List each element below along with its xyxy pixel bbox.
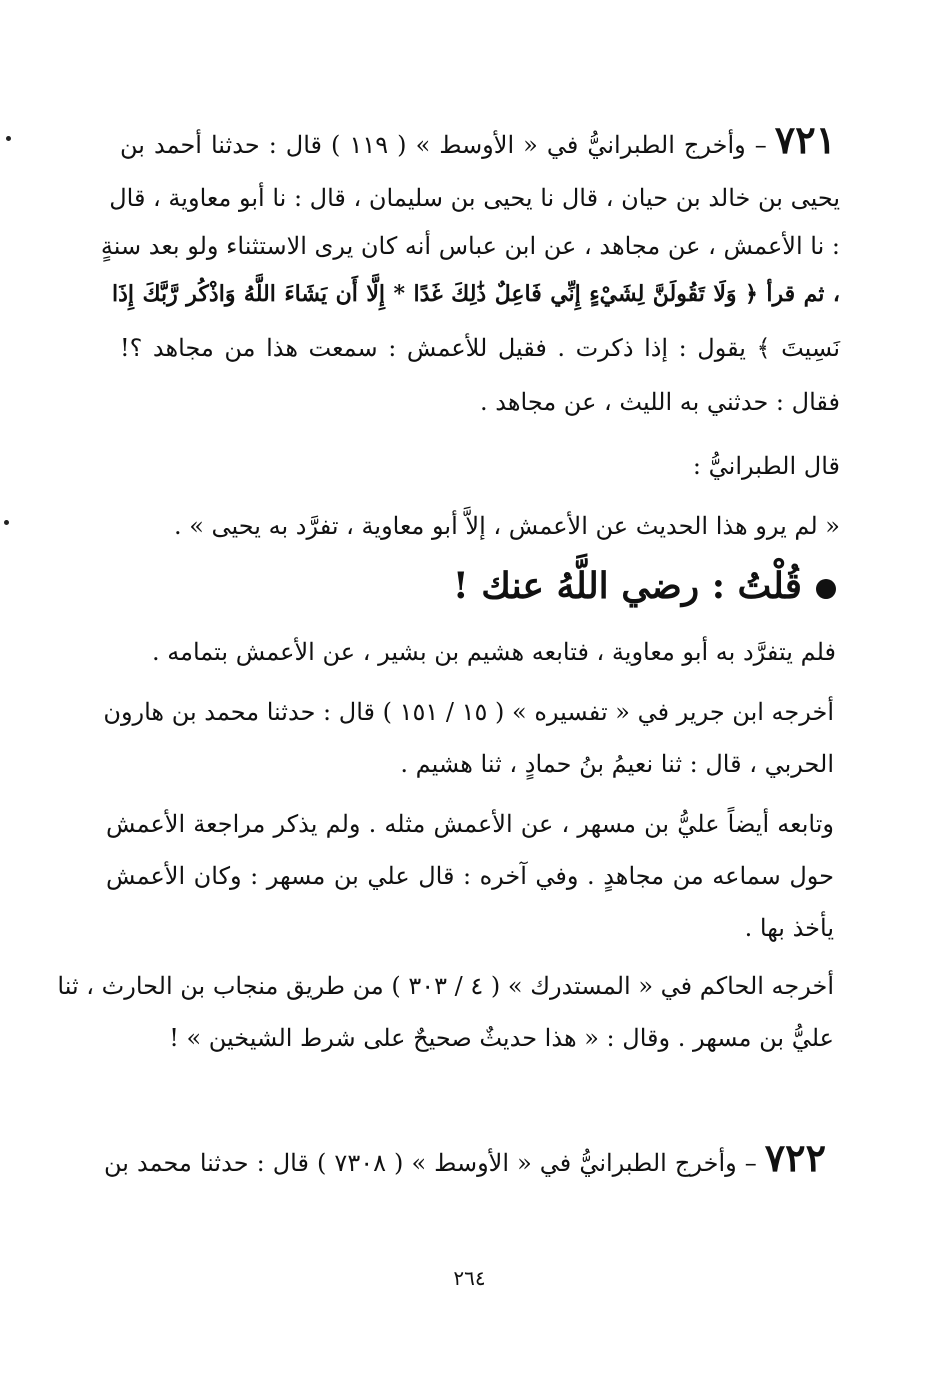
comment-paragraph-2-line-1: أخرجه ابن جرير في « تفسيره » ( ١٥ / ١٥١ ) قال : حدثنا محمد بن هارون: [103, 698, 834, 726]
scan-mark: [6, 136, 11, 141]
comment-paragraph-4-line-2: عليُّ بن مسهر . وقال : « هذا حديثٌ صحيحٌ على شرط الشيخين » !: [169, 1024, 834, 1052]
hadith-721-line-3: : نا الأعمش ، عن مجاهد ، عن ابن عباس أنه كان يرى الاستثناء ولو بعد سنةٍ: [100, 232, 840, 260]
bullet-icon: [816, 579, 836, 599]
hadith-721-line-6: فقال : حدثني به الليث ، عن مجاهد .: [480, 388, 840, 416]
comment-paragraph-3-line-3: يأخذ بها .: [744, 914, 834, 942]
comment-heading: [400, 560, 836, 612]
hadith-text: – وأخرج الطبرانيُّ في « الأوسط » ( ١١٩ ) قال : حدثنا أحمد بن: [120, 131, 767, 159]
comment-paragraph-2-line-2: الحربي ، قال : ثنا نعيمُ بنُ حمادٍ ، ثنا هشيم .: [400, 750, 834, 778]
comment-paragraph-1: فلم يتفرَّد به أبو معاوية ، فتابعه هشيم بن بشير ، عن الأعمش بتمامه .: [151, 638, 836, 666]
comment-paragraph-3-line-1: وتابعه أيضاً عليُّ بن مسهر ، عن الأعمش مثله . ولم يذكر مراجعة الأعمش: [106, 810, 834, 838]
hadith-721-line-5: نَسِيتَ ﴾ يقول : إذا ذكرت . فقيل للأعمش : سمعت هذا من مجاهد ؟!: [120, 334, 841, 362]
comment-paragraph-4-line-1: أخرجه الحاكم في « المستدرك » ( ٤ / ٣٠٣ ) من طريق منجاب بن الحارث ، ثنا: [57, 972, 834, 1000]
page-number: ٢٦٤: [453, 1266, 486, 1290]
hadith-721-line-2: يحيى بن خالد بن حيان ، قال نا يحيى بن سليمان ، قال : نا أبو معاوية ، قال: [109, 184, 840, 212]
comment-heading-text: قُلْتُ : رضي اللَّهُ عنك !: [452, 565, 802, 607]
hadith-number: ٧٢١: [774, 117, 837, 162]
scan-mark: [4, 520, 9, 525]
tabarani-label: قال الطبرانيُّ :: [692, 452, 840, 480]
hadith-721-line-1: [120, 117, 837, 165]
comment-paragraph-3-line-2: حول سماعه من مجاهدٍ . وفي آخره : قال علي بن مسهر : وكان الأعمش: [106, 862, 834, 890]
hadith-721-line-4: ، ثم قرأ ﴿ وَلَا تَقُولَنَّ لِشَيْءٍ إِنِّي فَاعِلٌ ذَٰلِكَ غَدًا * إِلَّا أَن يَشَاءَ اللَّهُ وَاذْكُر رَّبَّكَ إِذَا: [112, 281, 840, 307]
tabarani-quote: « لم يرو هذا الحديث عن الأعمش ، إلاَّ أبو معاوية ، تفرَّد به يحيى » .: [173, 512, 840, 540]
hadith-number: ٧٢٢: [764, 1135, 826, 1180]
hadith-722-line-1: [104, 1135, 826, 1183]
hadith-text: – وأخرج الطبرانيُّ في « الأوسط » ( ٧٣٠٨ ) قال : حدثنا محمد بن: [104, 1149, 757, 1177]
